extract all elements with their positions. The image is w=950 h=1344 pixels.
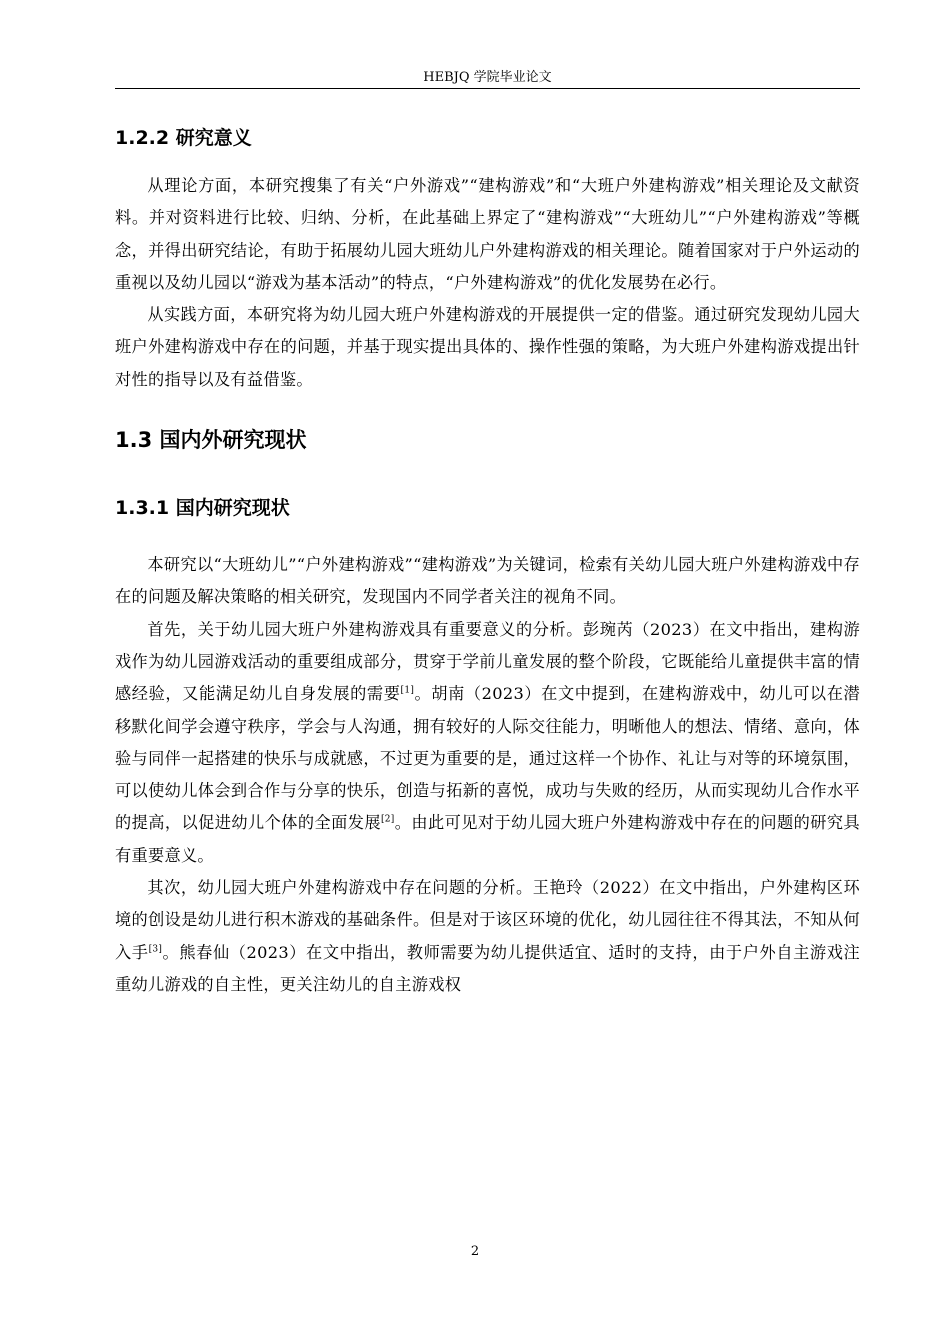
paragraph-theory: 从理论方面，本研究搜集了有关“户外游戏”“建构游戏”和“大班户外建构游戏”相关理论及文献资料。并对资料进行比较、归纳、分析，在此基础上界定了“建构游戏”“大班幼儿”“户外建构游戏”等概念，并得出研究结论，有助于拓展幼儿园大班幼儿户外建构游戏的相关理论。随着国家对于户外运动的重视以及幼儿园以“游戏为基本活动”的特点，“户外建构游戏”的优化发展势在必行。 — [115, 176, 860, 292]
citation-3[interactable]: [3] — [148, 944, 163, 955]
page-body — [115, 120, 860, 1001]
page-number: 2 — [470, 1244, 480, 1259]
paragraph-problems: 其次，幼儿园大班户外建构游戏中存在问题的分析。王艳玲（2022）在文中指出，户外建构区环境的创设是幼儿进行积木游戏的基础条件。但是对于该区环境的优化，幼儿园往往不得其法，不知从何入手[3]。熊春仙（2023）在文中指出，教师需要为幼儿提供适宜、适时的支持，由于户外自主游戏注重幼儿游戏的自主性，更关注幼儿的自主游戏权 — [115, 878, 860, 994]
header-title: HEBJQ 学院毕业论文 — [423, 70, 552, 85]
heading-1-2-2: 1.2.2 研究意义 — [115, 127, 252, 149]
paragraph-keywords: 本研究以“大班幼儿”“户外建构游戏”“建构游戏”为关键词，检索有关幼儿园大班户外建构游戏中存在的问题及解决策略的相关研究，发现国内不同学者关注的视角不同。 — [115, 555, 860, 607]
heading-1-3-1: 1.3.1 国内研究现状 — [115, 497, 290, 520]
citation-2[interactable]: [2] — [380, 815, 395, 826]
citation-1[interactable]: [1] — [400, 685, 415, 696]
paragraph-practice: 从实践方面，本研究将为幼儿园大班户外建构游戏的开展提供一定的借鉴。通过研究发现幼儿园大班户外建构游戏中存在的问题，并基于现实提出具体的、操作性强的策略，为大班户外建构游戏提出针对性的指导以及有益借鉴。 — [115, 305, 860, 389]
page-header — [115, 66, 860, 89]
paragraph-significance: 首先，关于幼儿园大班户外建构游戏具有重要意义的分析。彭琬芮（2023）在文中指出，建构游戏作为幼儿园游戏活动的重要组成部分，贯穿于学前儿童发展的整个阶段，它既能给儿童提供丰富的情感经验，又能满足幼儿自身发展的需要[1]。胡南（2023）在文中提到，在建构游戏中，幼儿可以在潜移默化间学会遵守秩序，学会与人沟通，拥有较好的人际交往能力，明晰他人的想法、情绪、意向，体验与同伴一起搭建的快乐与成就感，不过更为重要的是，通过这样一个协作、礼让与对等的环境氛围，可以使幼儿体会到合作与分享的快乐，创造与拓新的喜悦，成功与失败的经历，从而实现幼儿合作水平的提高，以促进幼儿个体的全面发展[2]。由此可见对于幼儿园大班户外建构游戏中存在的问题的研究具有重要意义。 — [115, 619, 860, 865]
heading-1-3: 1.3 国内外研究现状 — [115, 428, 307, 453]
page-footer — [0, 1244, 950, 1259]
